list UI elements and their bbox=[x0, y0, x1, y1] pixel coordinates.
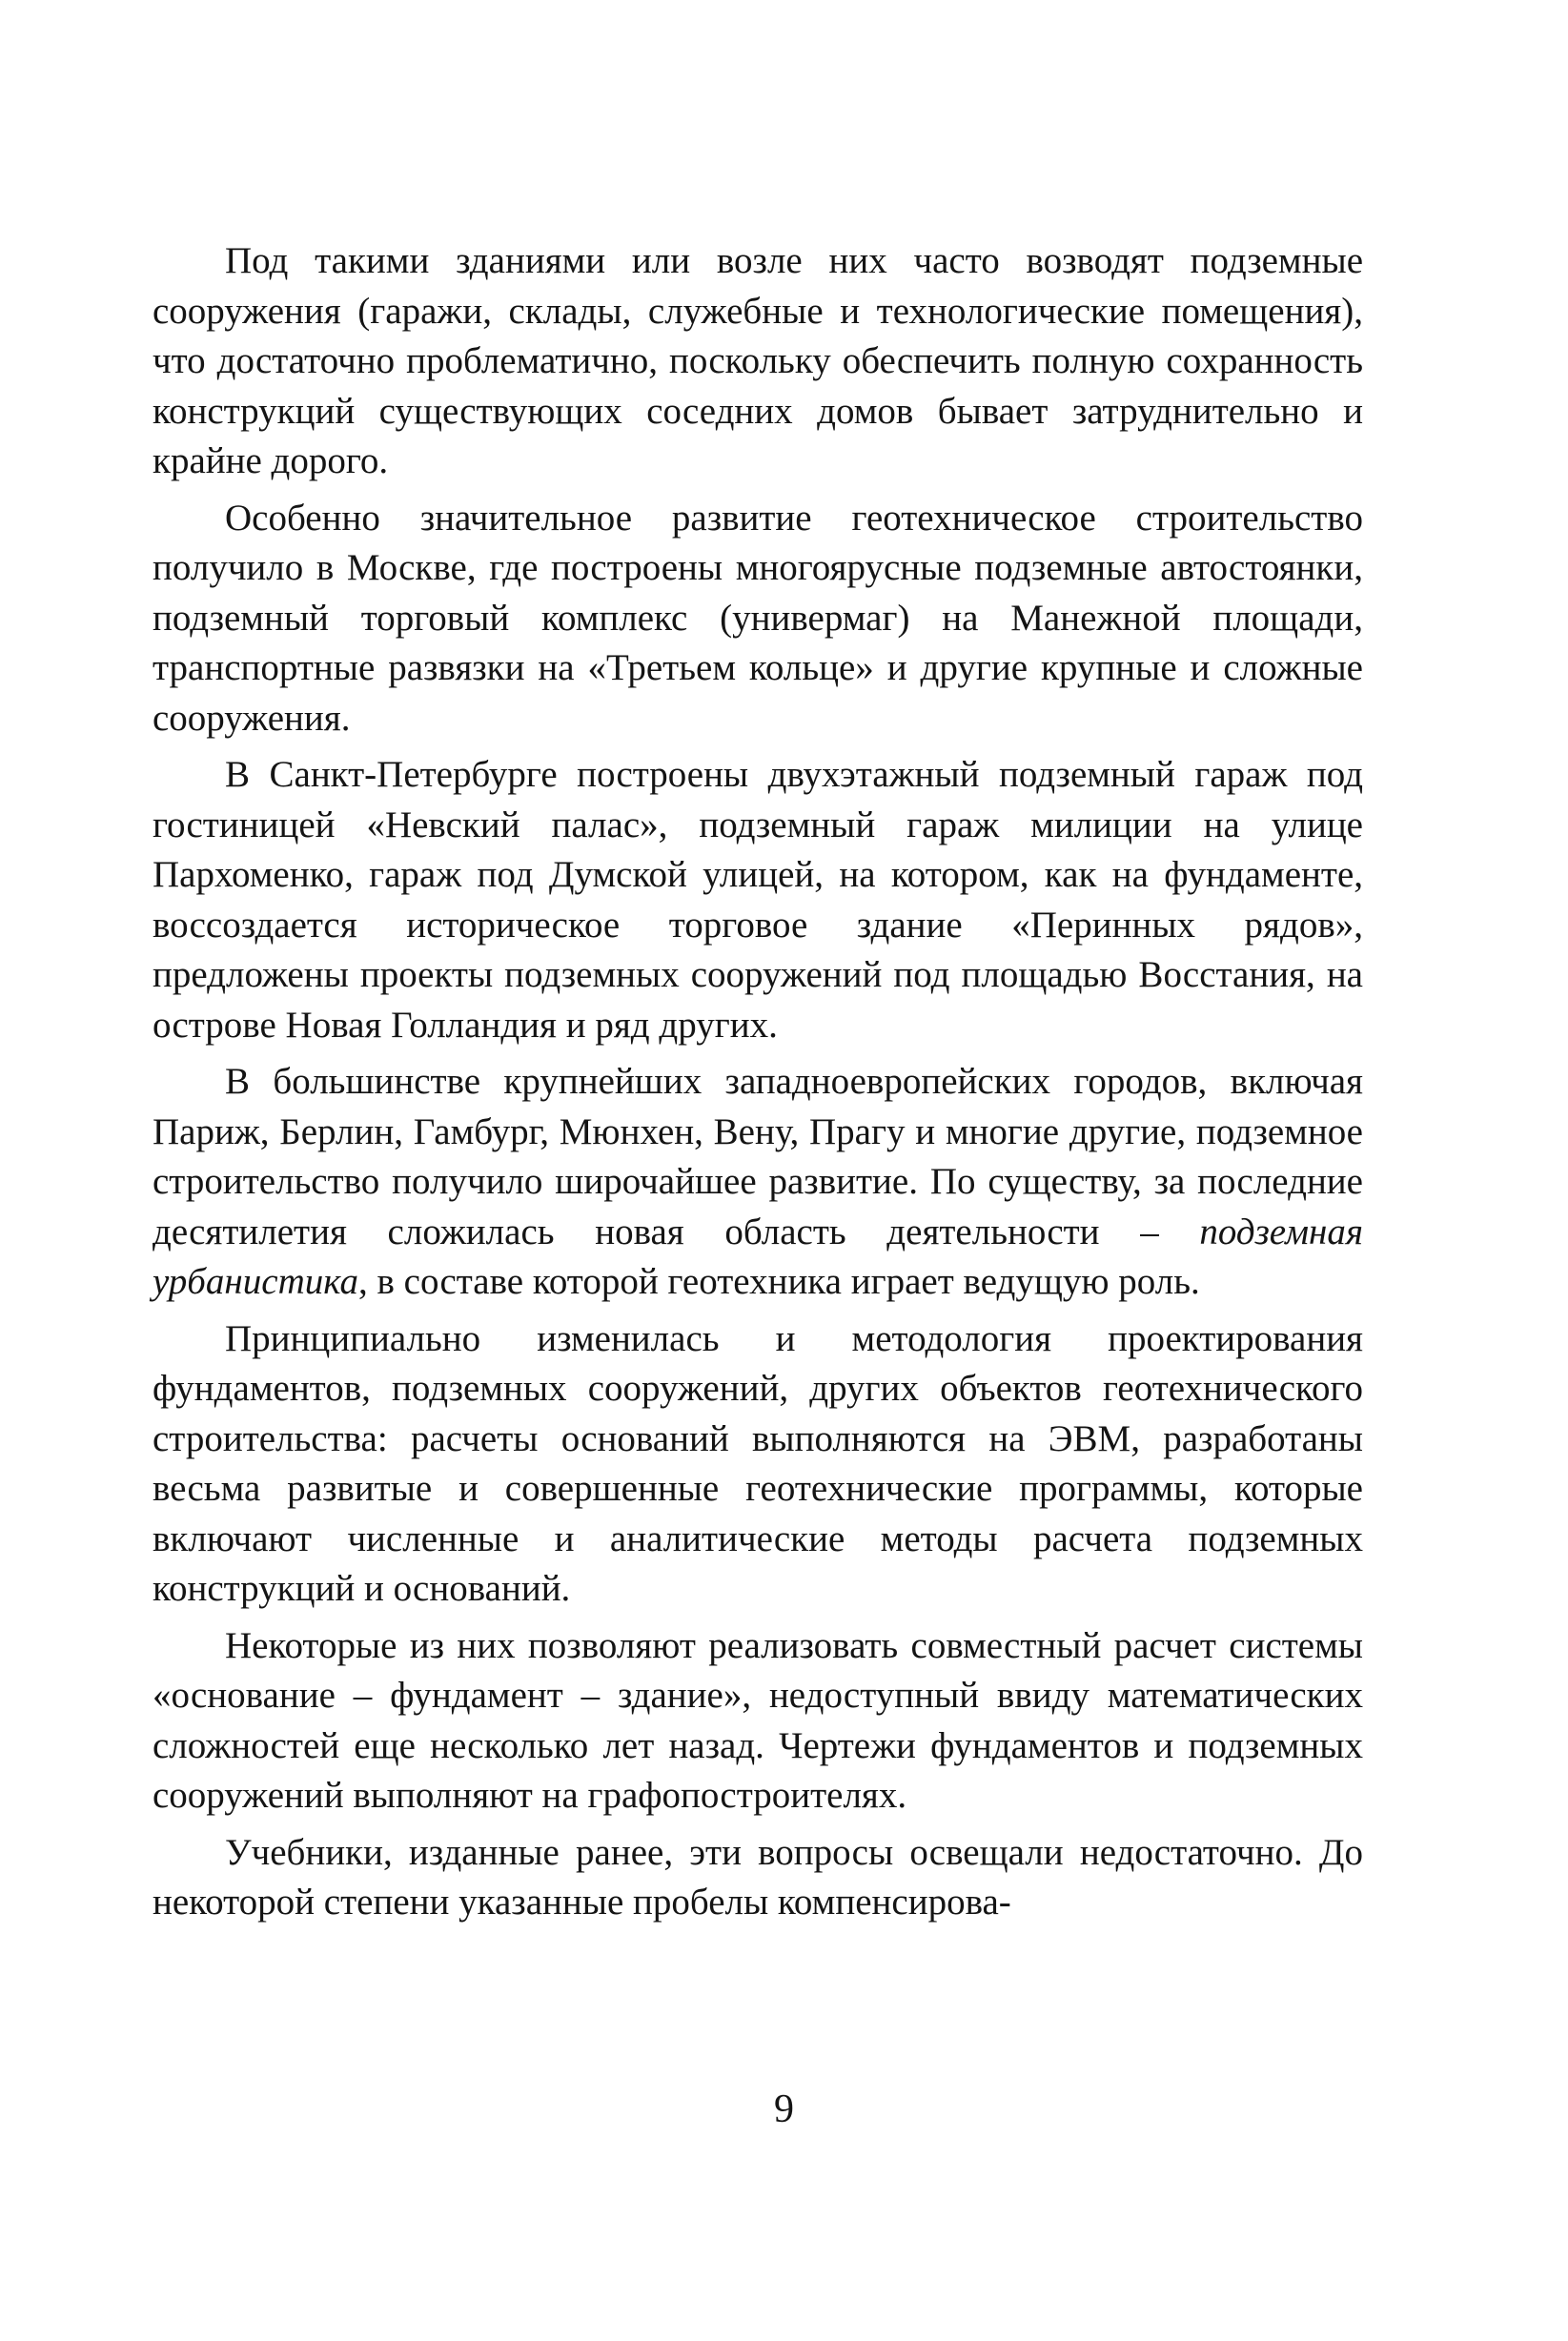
paragraph-methodology: Принципиально изменилась и методология проектирования фундаментов, подземных сооружений, других объектов геотехнического строительства: расчеты оснований выполняются на ЭВМ, разработаны весьма развитые и совершенные геотехнические программы, которые включают численные и аналитические методы расчета подземных конструкций и оснований. bbox=[153, 1317, 1363, 1609]
paragraph-saint-petersburg: В Санкт-Петербурге построены двухэтажный подземный гараж под гостиницей «Невский палас», подземный гараж милиции на улице Пархоменко, гараж под Думской улицей, на котором, как на фундаменте, воссоздается историческое торговое здание «Перинных рядов», предложены проекты подземных сооружений под площадью Восстания, на острове Новая Голландия и ряд других. bbox=[153, 754, 1363, 1046]
term-underground-urbanism: подземная урбанистика bbox=[153, 1211, 1363, 1302]
paragraph-joint-calculation: Некоторые из них позволяют реализовать совместный расчет системы «основание – фундамент – здание», недоступный ввиду математических сложностей еще несколько лет назад. Чертежи фундаментов и подземных сооружений выполняют на графопостроителях. bbox=[153, 1624, 1363, 1816]
paragraph-underground-structures: Под такими зданиями или возле них часто возводят подземные сооружения (гаражи, склады, служебные и технологические помещения), что достаточно проблематично, поскольку обеспечить полную сохранность конструкций существующих соседних домов бывает затруднительно и крайне дорого. bbox=[153, 240, 1363, 481]
paragraph-western-europe bbox=[153, 1057, 1363, 1308]
paragraph-textbooks: Учебники, изданные ранее, эти вопросы освещали недостаточно. До некоторой степени указанные пробелы компенсирова- bbox=[153, 1831, 1363, 1923]
paragraph-western-europe-end: , в составе которой геотехника играет ведущую роль. bbox=[358, 1261, 1200, 1302]
paragraph-western-europe-start: В большинстве крупнейших западноевропейских городов, включая Париж, Берлин, Гамбург, Мюнхен, Вену, Прагу и многие другие, подземное строительство получило широчайшее развитие. По существу, за последние десятилетия сложилась новая область деятельности – bbox=[153, 1061, 1363, 1252]
paragraph-moscow: Особенно значительное развитие геотехническое строительство получило в Москве, где построены многоярусные подземные автостоянки, подземный торговый комплекс (универмаг) на Манежной площади, транспортные развязки на «Третьем кольце» и другие крупные и сложные сооружения. bbox=[153, 497, 1363, 739]
page-number: 9 bbox=[774, 2087, 794, 2131]
body-text bbox=[153, 236, 1363, 1928]
